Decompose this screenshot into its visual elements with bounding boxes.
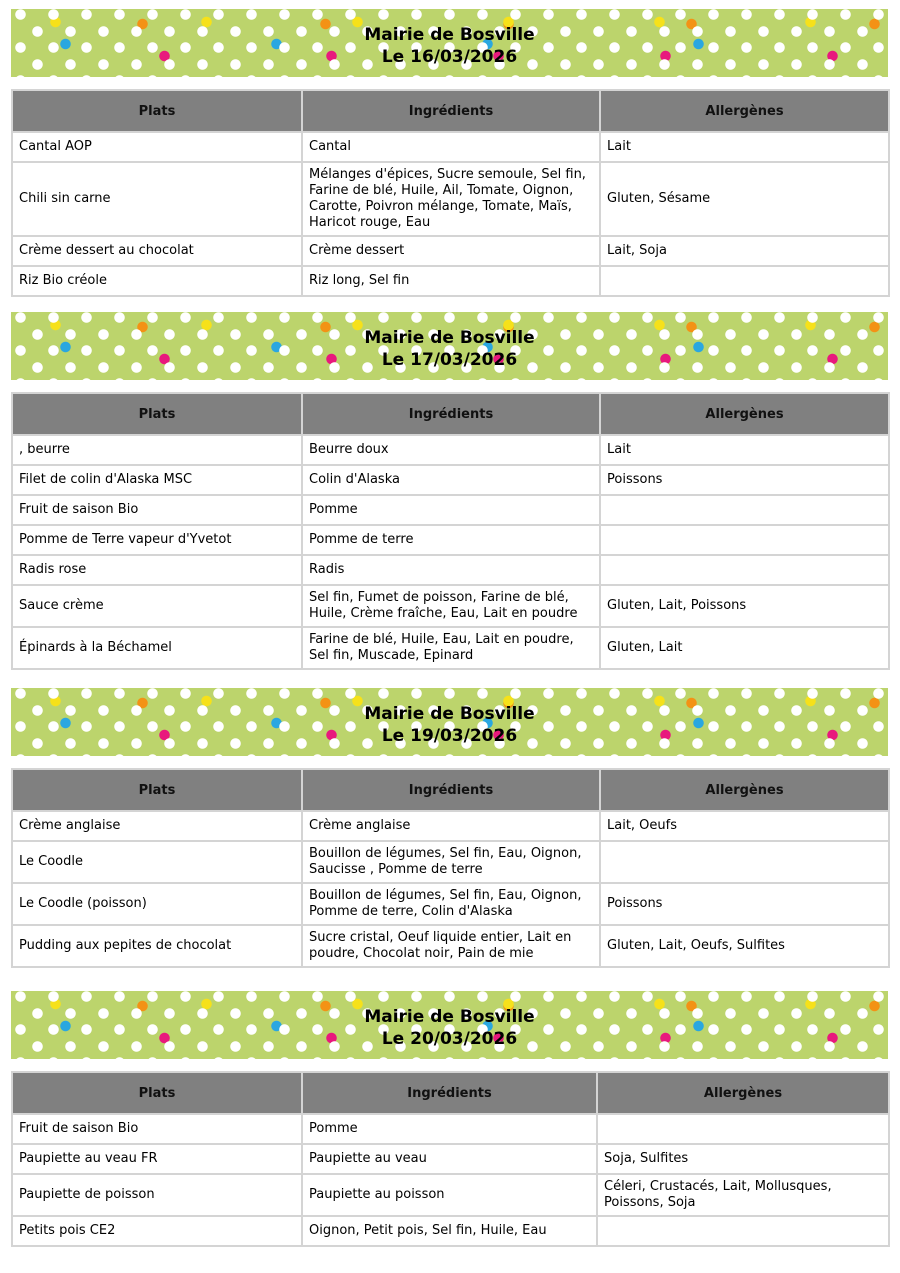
cell-ingredients: Radis xyxy=(302,555,600,585)
cell-plat: , beurre xyxy=(12,435,302,465)
day-section xyxy=(11,9,888,297)
day-section xyxy=(11,312,888,670)
day-banner xyxy=(11,688,888,756)
table-header-row xyxy=(12,1072,889,1114)
cell-plat: Filet de colin d'Alaska MSC xyxy=(12,465,302,495)
table-row xyxy=(12,495,889,525)
table-row xyxy=(12,627,889,669)
table-header-row xyxy=(12,769,889,811)
menu-table xyxy=(11,392,890,670)
cell-ingredients: Bouillon de légumes, Sel fin, Eau, Oignon, Saucisse , Pomme de terre xyxy=(302,841,600,883)
table-row xyxy=(12,435,889,465)
table-row xyxy=(12,811,889,841)
cell-ingredients: Pomme xyxy=(302,1114,597,1144)
table-row xyxy=(12,555,889,585)
cell-allergenes xyxy=(600,525,889,555)
table-row xyxy=(12,266,889,296)
cell-allergenes: Lait xyxy=(600,435,889,465)
menu-date: Le 20/03/2026 xyxy=(381,1029,518,1049)
cell-plat: Crème dessert au chocolat xyxy=(12,236,302,266)
cell-allergenes: Poissons xyxy=(600,883,889,925)
menu-date: Le 16/03/2026 xyxy=(381,47,518,67)
cell-plat: Pudding aux pepites de chocolat xyxy=(12,925,302,967)
day-banner xyxy=(11,312,888,380)
header-ingredients: Ingrédients xyxy=(302,90,600,132)
cell-plat: Crème anglaise xyxy=(12,811,302,841)
cell-plat: Le Coodle xyxy=(12,841,302,883)
cell-allergenes: Soja, Sulfites xyxy=(597,1144,889,1174)
table-row xyxy=(12,132,889,162)
mairie-name: Mairie de Bosville xyxy=(364,328,535,348)
table-header-row xyxy=(12,90,889,132)
banner-title xyxy=(11,24,888,68)
cell-allergenes: Gluten, Lait xyxy=(600,627,889,669)
cell-ingredients: Beurre doux xyxy=(302,435,600,465)
cell-allergenes xyxy=(600,555,889,585)
menu-date: Le 19/03/2026 xyxy=(381,726,518,746)
table-row xyxy=(12,1174,889,1216)
cell-ingredients: Colin d'Alaska xyxy=(302,465,600,495)
banner-title xyxy=(11,327,888,371)
cell-allergenes xyxy=(600,266,889,296)
cell-plat: Épinards à la Béchamel xyxy=(12,627,302,669)
banner-title xyxy=(11,1006,888,1050)
table-row xyxy=(12,883,889,925)
table-row xyxy=(12,525,889,555)
cell-allergenes xyxy=(600,841,889,883)
header-plats: Plats xyxy=(12,393,302,435)
cell-ingredients: Cantal xyxy=(302,132,600,162)
cell-ingredients: Oignon, Petit pois, Sel fin, Huile, Eau xyxy=(302,1216,597,1246)
cell-ingredients: Sel fin, Fumet de poisson, Farine de blé, Huile, Crème fraîche, Eau, Lait en poudre xyxy=(302,585,600,627)
cell-plat: Paupiette au veau FR xyxy=(12,1144,302,1174)
cell-allergenes: Céleri, Crustacés, Lait, Mollusques, Poissons, Soja xyxy=(597,1174,889,1216)
menu-table xyxy=(11,1071,890,1247)
cell-allergenes: Lait xyxy=(600,132,889,162)
table-row xyxy=(12,236,889,266)
table-row xyxy=(12,1114,889,1144)
table-row xyxy=(12,162,889,236)
table-header-row xyxy=(12,393,889,435)
cell-ingredients: Paupiette au veau xyxy=(302,1144,597,1174)
cell-allergenes: Lait, Oeufs xyxy=(600,811,889,841)
header-ingredients: Ingrédients xyxy=(302,769,600,811)
header-ingredients: Ingrédients xyxy=(302,1072,597,1114)
cell-plat: Fruit de saison Bio xyxy=(12,1114,302,1144)
cell-plat: Paupiette de poisson xyxy=(12,1174,302,1216)
cell-ingredients: Sucre cristal, Oeuf liquide entier, Lait en poudre, Chocolat noir, Pain de mie xyxy=(302,925,600,967)
cell-plat: Riz Bio créole xyxy=(12,266,302,296)
cell-plat: Sauce crème xyxy=(12,585,302,627)
cell-allergenes xyxy=(597,1216,889,1246)
cell-ingredients: Bouillon de légumes, Sel fin, Eau, Oignon, Pomme de terre, Colin d'Alaska xyxy=(302,883,600,925)
header-allergenes: Allergènes xyxy=(600,769,889,811)
table-row xyxy=(12,465,889,495)
cell-ingredients: Crème anglaise xyxy=(302,811,600,841)
cell-ingredients: Paupiette au poisson xyxy=(302,1174,597,1216)
header-ingredients: Ingrédients xyxy=(302,393,600,435)
cell-plat: Le Coodle (poisson) xyxy=(12,883,302,925)
table-row xyxy=(12,925,889,967)
day-section xyxy=(11,688,888,968)
cell-ingredients: Mélanges d'épices, Sucre semoule, Sel fin, Farine de blé, Huile, Ail, Tomate, Oignon, Carotte, Poivron mélange, Tomate, Maïs, Haricot rouge, Eau xyxy=(302,162,600,236)
header-plats: Plats xyxy=(12,1072,302,1114)
day-banner xyxy=(11,9,888,77)
cell-ingredients: Riz long, Sel fin xyxy=(302,266,600,296)
cell-plat: Fruit de saison Bio xyxy=(12,495,302,525)
cell-ingredients: Farine de blé, Huile, Eau, Lait en poudre, Sel fin, Muscade, Epinard xyxy=(302,627,600,669)
cell-allergenes: Gluten, Sésame xyxy=(600,162,889,236)
mairie-name: Mairie de Bosville xyxy=(364,704,535,724)
mairie-name: Mairie de Bosville xyxy=(364,25,535,45)
table-row xyxy=(12,1144,889,1174)
cell-plat: Pomme de Terre vapeur d'Yvetot xyxy=(12,525,302,555)
cell-allergenes xyxy=(597,1114,889,1144)
banner-title xyxy=(11,703,888,747)
menu-table xyxy=(11,768,890,968)
cell-allergenes: Gluten, Lait, Poissons xyxy=(600,585,889,627)
cell-plat: Cantal AOP xyxy=(12,132,302,162)
cell-allergenes: Lait, Soja xyxy=(600,236,889,266)
menu-table xyxy=(11,89,890,297)
cell-allergenes: Poissons xyxy=(600,465,889,495)
cell-ingredients: Pomme de terre xyxy=(302,525,600,555)
header-plats: Plats xyxy=(12,769,302,811)
menu-date: Le 17/03/2026 xyxy=(381,350,518,370)
table-row xyxy=(12,1216,889,1246)
header-plats: Plats xyxy=(12,90,302,132)
day-section xyxy=(11,991,888,1247)
cell-allergenes: Gluten, Lait, Oeufs, Sulfites xyxy=(600,925,889,967)
table-row xyxy=(12,841,889,883)
day-banner xyxy=(11,991,888,1059)
cell-plat: Radis rose xyxy=(12,555,302,585)
cell-plat: Petits pois CE2 xyxy=(12,1216,302,1246)
table-row xyxy=(12,585,889,627)
header-allergenes: Allergènes xyxy=(600,90,889,132)
header-allergenes: Allergènes xyxy=(600,393,889,435)
cell-plat: Chili sin carne xyxy=(12,162,302,236)
cell-ingredients: Pomme xyxy=(302,495,600,525)
cell-ingredients: Crème dessert xyxy=(302,236,600,266)
cell-allergenes xyxy=(600,495,889,525)
header-allergenes: Allergènes xyxy=(597,1072,889,1114)
mairie-name: Mairie de Bosville xyxy=(364,1007,535,1027)
